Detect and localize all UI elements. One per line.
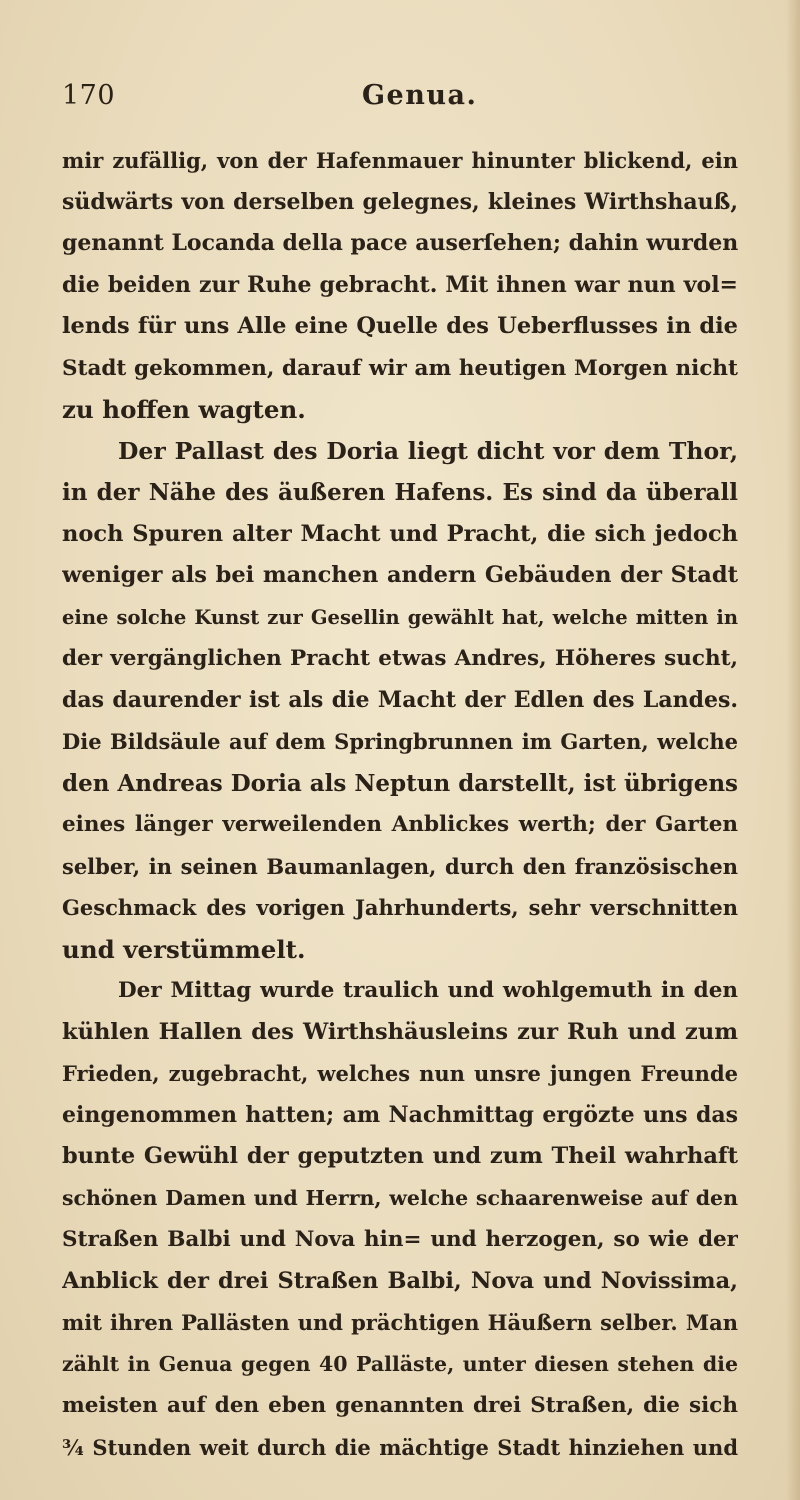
text-line: den Andreas Doria als Neptun darstellt, ist übrigens [62,769,738,797]
text-line: Die Bildsäule auf dem Springbrunnen im Garten, welche [62,729,738,754]
running-head: Genua. [362,80,478,111]
text-line: selber, in seinen Baumanlagen, durch den französischen [62,853,738,879]
text-line: zu hoffen wagten. [62,395,306,424]
text-line: kühlen Hallen des Wirthshäusleins zur Ruh und zum [62,1018,738,1045]
text-line: Straßen Balbi und Nova hin= und herzogen, so wie der [62,1227,738,1252]
text-line: Geschmack des vorigen Jahrhunderts, sehr verschnitten [62,895,738,920]
paragraph-start-line: Der Pallast des Doria liegt dicht vor dem Thor, [118,436,738,465]
text-line: in der Nähe des äußeren Hafens. Es sind da überall [62,479,738,506]
text-line: die beiden zur Ruhe gebracht. Mit ihnen war nun vol= [62,271,738,298]
text-line: mit ihren Pallästen und prächtigen Häußern selber. Man [62,1310,738,1335]
text-line: eingenommen hatten; am Nachmittag ergözte uns das [62,1101,738,1128]
text-line: Anblick der drei Straßen Balbi, Nova und Novissima, [62,1267,738,1294]
text-line: mir zufällig, von der Hafenmauer hinunter blickend, ein [62,148,738,173]
text-line: ¾ Stunden weit durch die mächtige Stadt hinziehen und [62,1434,738,1460]
page-header [62,80,742,120]
text-line: eine solche Kunst zur Gesellin gewählt hat, welche mitten in [62,605,738,629]
page-edge-shadow [786,0,800,1500]
text-line: der vergänglichen Pracht etwas Andres, Höheres sucht, [62,646,738,671]
text-line: meisten auf den eben genannten drei Straßen, die sich [62,1393,738,1418]
text-line: Stadt gekommen, darauf wir am heutigen Morgen nicht [62,355,738,381]
text-line: bunte Gewühl der geputzten und zum Theil wahrhaft [62,1143,738,1169]
body-text [62,140,738,1468]
text-line: Frieden, zugebracht, welches nun unsre jungen Freunde [62,1061,738,1086]
page-number: 170 [62,80,116,111]
text-line: lends für uns Alle eine Quelle des Ueberflusses in die [62,313,738,339]
text-line: und verstümmelt. [62,934,306,964]
text-line: südwärts von derselben gelegnes, kleines Wirthshauß, [62,188,738,215]
text-line: das daurender ist als die Macht der Edlen des Landes. [62,686,738,713]
text-line: genannt Locanda della pace auserſehen; dahin wurden [62,230,738,256]
text-line: schönen Damen und Herrn, welche schaarenweise auf den [62,1185,738,1210]
text-line: eines länger verweilenden Anblickes werth; der Garten [62,812,738,837]
text-line: noch Spuren alter Macht und Pracht, die sich jedoch [62,520,738,547]
text-line: weniger als bei manchen andern Gebäuden der Stadt [62,562,738,588]
text-line: zählt in Genua gegen 40 Palläste, unter diesen stehen die [62,1351,738,1376]
paragraph-start-line: Der Mittag wurde traulich und wohlgemuth in den [118,978,738,1003]
